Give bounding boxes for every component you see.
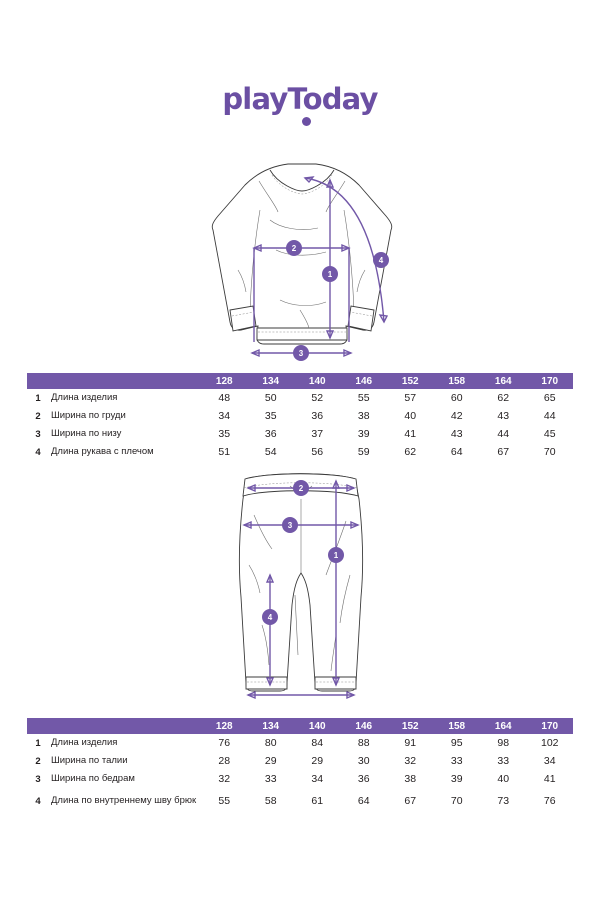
cell-value: 38 bbox=[404, 773, 417, 785]
cell-value: 56 bbox=[311, 446, 324, 458]
row-label: Длина изделия bbox=[51, 391, 118, 403]
header-size-146: 146 bbox=[341, 718, 388, 734]
cell-value: 29 bbox=[311, 755, 324, 767]
row-index: 2 bbox=[35, 410, 41, 422]
cell-value: 41 bbox=[543, 773, 556, 785]
long-sleeve-top-technical-drawing bbox=[0, 150, 600, 365]
cell-value: 70 bbox=[450, 795, 463, 807]
table-row bbox=[27, 407, 573, 425]
cell-value: 41 bbox=[404, 428, 417, 440]
cell-value: 35 bbox=[264, 410, 277, 422]
cell-value: 33 bbox=[450, 755, 463, 767]
table-header-row bbox=[27, 718, 573, 734]
cell-value: 52 bbox=[311, 392, 324, 404]
cell-value: 57 bbox=[404, 392, 417, 404]
cell-value: 50 bbox=[264, 392, 277, 404]
header-size-128: 128 bbox=[201, 718, 248, 734]
cell-value: 54 bbox=[264, 446, 277, 458]
bottom-measurements-table bbox=[27, 718, 573, 814]
row-label: Длина рукава с плечом bbox=[51, 445, 154, 457]
row-index: 2 bbox=[35, 755, 41, 767]
cell-value: 45 bbox=[543, 428, 556, 440]
cell-value: 33 bbox=[497, 755, 510, 767]
row-index: 1 bbox=[35, 392, 41, 404]
cell-value: 80 bbox=[264, 737, 277, 749]
row-index: 3 bbox=[35, 428, 41, 440]
callout-4: 4 bbox=[378, 256, 384, 265]
header-blank bbox=[27, 373, 201, 389]
cell-value: 76 bbox=[543, 795, 556, 807]
callout-4: 4 bbox=[267, 613, 273, 622]
header-size-128: 128 bbox=[201, 373, 248, 389]
header-size-146: 146 bbox=[341, 373, 388, 389]
cell-value: 64 bbox=[357, 795, 370, 807]
top-measurements-table bbox=[27, 373, 573, 461]
row-label: Ширина по талии bbox=[51, 754, 128, 766]
callout-3: 3 bbox=[298, 349, 304, 358]
measurements-table-bottom bbox=[27, 718, 573, 814]
cell-value: 48 bbox=[218, 392, 231, 404]
cell-value: 60 bbox=[450, 392, 463, 404]
row-label: Длина изделия bbox=[51, 736, 118, 748]
brand-dot-icon bbox=[302, 117, 311, 126]
cell-value: 73 bbox=[497, 795, 510, 807]
cell-value: 62 bbox=[497, 392, 510, 404]
cell-value: 95 bbox=[450, 737, 463, 749]
callout-2: 2 bbox=[291, 244, 297, 253]
cell-value: 55 bbox=[357, 392, 370, 404]
cell-value: 64 bbox=[450, 446, 463, 458]
table-row bbox=[27, 389, 573, 407]
cell-value: 44 bbox=[497, 428, 510, 440]
header-size-164: 164 bbox=[480, 718, 527, 734]
trousers-technical-drawing bbox=[0, 455, 600, 710]
cell-value: 76 bbox=[218, 737, 231, 749]
cell-value: 59 bbox=[357, 446, 370, 458]
cell-value: 42 bbox=[450, 410, 463, 422]
header-size-164: 164 bbox=[480, 373, 527, 389]
callout-3: 3 bbox=[287, 521, 293, 530]
cell-value: 32 bbox=[404, 755, 417, 767]
cell-value: 35 bbox=[218, 428, 231, 440]
cell-value: 36 bbox=[311, 410, 324, 422]
cell-value: 33 bbox=[264, 773, 277, 785]
header-size-140: 140 bbox=[294, 718, 341, 734]
cell-value: 40 bbox=[404, 410, 417, 422]
cell-value: 29 bbox=[264, 755, 277, 767]
table-header-row bbox=[27, 373, 573, 389]
table-row bbox=[27, 425, 573, 443]
cell-value: 36 bbox=[264, 428, 277, 440]
row-label: Ширина по груди bbox=[51, 409, 126, 421]
row-index: 4 bbox=[35, 795, 41, 807]
header-size-158: 158 bbox=[434, 718, 481, 734]
cell-value: 70 bbox=[543, 446, 556, 458]
cell-value: 84 bbox=[311, 737, 324, 749]
cell-value: 55 bbox=[218, 795, 231, 807]
cell-value: 30 bbox=[357, 755, 370, 767]
cell-value: 44 bbox=[543, 410, 556, 422]
cell-value: 34 bbox=[311, 773, 324, 785]
header-size-152: 152 bbox=[387, 718, 434, 734]
callout-2: 2 bbox=[298, 484, 304, 493]
header-size-134: 134 bbox=[248, 373, 295, 389]
cell-value: 43 bbox=[497, 410, 510, 422]
measurements-table-top bbox=[27, 373, 573, 461]
header-size-152: 152 bbox=[387, 373, 434, 389]
row-label: Ширина по низу bbox=[51, 427, 122, 439]
header-blank bbox=[27, 718, 201, 734]
table-row bbox=[27, 752, 573, 770]
cell-value: 67 bbox=[404, 795, 417, 807]
header-size-170: 170 bbox=[527, 718, 574, 734]
cell-value: 39 bbox=[357, 428, 370, 440]
row-index: 1 bbox=[35, 737, 41, 749]
header-size-140: 140 bbox=[294, 373, 341, 389]
header-size-170: 170 bbox=[527, 373, 574, 389]
cell-value: 51 bbox=[218, 446, 231, 458]
cell-value: 40 bbox=[497, 773, 510, 785]
brand-name-part1: pla bbox=[222, 82, 270, 116]
callout-1: 1 bbox=[333, 551, 339, 560]
cell-value: 65 bbox=[543, 392, 556, 404]
header-size-158: 158 bbox=[434, 373, 481, 389]
row-label: Длина по внутреннему шву брюк bbox=[51, 794, 197, 806]
cell-value: 39 bbox=[450, 773, 463, 785]
cell-value: 62 bbox=[404, 446, 417, 458]
cell-value: 28 bbox=[218, 755, 231, 767]
cell-value: 43 bbox=[450, 428, 463, 440]
brand-logo bbox=[0, 82, 600, 116]
cell-value: 34 bbox=[543, 755, 556, 767]
header-size-134: 134 bbox=[248, 718, 295, 734]
cell-value: 102 bbox=[540, 737, 559, 749]
brand-name-part2: Today bbox=[287, 82, 378, 116]
cell-value: 37 bbox=[311, 428, 324, 440]
cell-value: 91 bbox=[404, 737, 417, 749]
row-index: 4 bbox=[35, 446, 41, 458]
cell-value: 67 bbox=[497, 446, 510, 458]
row-index: 3 bbox=[35, 773, 41, 785]
table-row bbox=[27, 788, 573, 814]
cell-value: 36 bbox=[357, 773, 370, 785]
callout-1: 1 bbox=[327, 270, 333, 279]
table-row bbox=[27, 770, 573, 788]
cell-value: 61 bbox=[311, 795, 324, 807]
brand-logo-text bbox=[222, 82, 377, 116]
cell-value: 32 bbox=[218, 773, 231, 785]
cell-value: 98 bbox=[497, 737, 510, 749]
row-label: Ширина по бедрам bbox=[51, 772, 135, 784]
cell-value: 34 bbox=[218, 410, 231, 422]
cell-value: 58 bbox=[264, 795, 277, 807]
brand-name-y: y bbox=[269, 82, 288, 116]
cell-value: 38 bbox=[357, 410, 370, 422]
cell-value: 88 bbox=[357, 737, 370, 749]
table-row bbox=[27, 734, 573, 752]
